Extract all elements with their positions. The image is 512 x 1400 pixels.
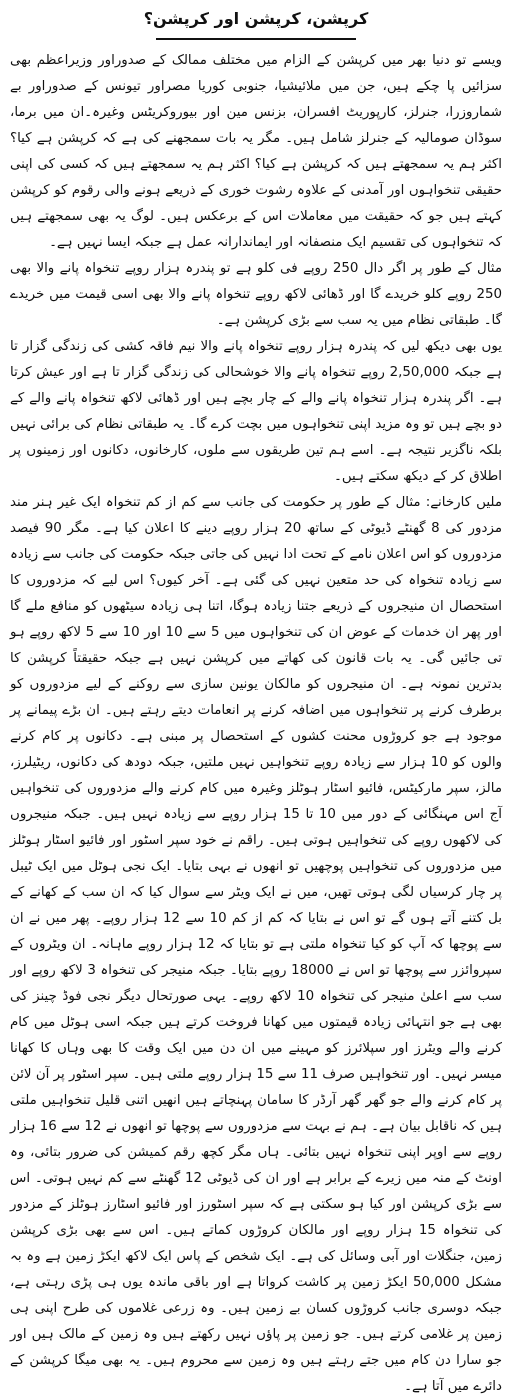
article-paragraph: ملیں کارخانے: مثال کے طور پر حکومت کی جانب سے کم از کم تنخواہ ایک غیر ہنر مند مزدور کی 8 گھنٹے ڈیوٹی کے ساتھ 20 ہزار روپے دینے کا اعلان کیا ہے۔ مگر 90 فیصد مزدوروں کو اس اعلان نامے کے تحت ادا نہیں کی جاتی جبکہ حکومت کی جانب سے زیادہ سے زیادہ تنخواہ کی حد متعین نہیں کی گئی ہے۔ آخر کیوں؟ اس لیے کہ مزدوروں کا استحصال ان منیجروں کے ذریعے جتنا زیادہ ہوگا، اتنا ہی زیادہ سیٹھوں کو منافع ملے گا اور پھر ان خدمات کے عوض ان کی تنخواہوں میں 5 سے 10 اور 10 سے 5 لاکھ روپے ہو تی جائیں گی۔ یہ بات قانون کی کھاتے میں کرپشن نہیں ہے جبکہ حقیقتاً کرپشن کا بدترین نمونہ ہے۔ ان منیجروں کو مالکان یونین سازی سے روکنے کے لیے مزدوروں کو برطرف کرنے پر تنخواہوں میں اضافہ کرنے پر انعامات دیتے رہتے ہیں۔ ان بڑے پیمانے پر موجود ہے جو کروڑوں محنت کشوں کے استحصال پر مبنی ہے۔ دکانوں پر کام کرنے والوں کو 10 ہزار سے زیادہ روپے تنخواہیں نہیں ملتیں، جبکہ دودھ کی دکانوں، ریٹیلرز، مالز، سپر مارکیٹس، فائیو اسٹار ہوٹلز وغیرہ میں کام کرنے والے مزدوروں کی تنخواہیں آج اس مہنگائی کے دور میں 10 تا 15 ہزار روپے سے زیادہ نہیں ہیں۔ جبکہ منیجروں کی لاکھوں روپے کی تنخواہیں ہوتی ہیں۔ راقم نے خود سپر اسٹور اور فائیو اسٹار ہوٹلز میں مزدوروں کی تنخواہیں پوچھیں تو انھوں نے بہی بتایا۔ ایک نجی ہوٹل میں ایک ٹیبل پر چار کرسیاں لگی ہوتی تھیں، میں نے ایک ویٹر سے سوال کیا کہ ان سب کے کھانے کے بل کتنے آتے ہوں گے تو اس نے بتایا کہ کم از کم 10 سے 12 ہزار روپے۔ پھر میں نے ان سے پوچھا کہ آپ کو کیا تنخواہ ملتی ہے تو بتایا کہ 12 ہزار روپے ماہانہ۔ ان ویٹروں کے سپروائزر سے پوچھا تو اس نے 18000 روپے بتایا۔ جبکہ منیجر کی تنخواہ 3 لاکھ روپے اور سب سے اعلیٰ منیجر کی تنخواہ 10 لاکھ روپے۔ یہی صورتحال دیگر نجی فوڈ چینز کی بھی ہے جو انتہائی زیادہ قیمتوں میں کھانا فروخت کرتے ہیں جبکہ اسی ہوٹل میں کام کرنے والے ویٹرز اور سپلائرز کو مہینے میں ان دن میں ایک وقت کا بھی وہاں کا کھانا میسر نہیں۔ اور تنخواہیں صرف 11 سے 15 ہزار روپے ملتی ہیں۔ سپر اسٹور پر آن لائن پر کام کرنے والے جو گھر گھر آرڈر کا سامان پہنچاتے ہیں انھیں اتنی قلیل تنخواہیں ملتی ہیں کہ ناقابل بیان ہے۔ ہم نے بہت سے مزدوروں سے پوچھا تو انھوں نے 12 سے 16 ہزار روپے سے اوپر اپنی تنخواہ نہیں بتائی۔ ہاں مگر کچھ رقم کمیشن کی ضرور بتائی، وہ اونٹ کے منہ میں زیرے کے برابر ہے اور ان کی ڈیوٹی 12 گھنٹے سے کم نہیں ہوتی۔ اس سے بڑی کرپشن اور کیا ہو سکتی ہے کہ سپر اسٹورز اور فائیو اسٹارز ہوٹلز کے مزدور کی تنخواہ 15 ہزار روپے اور مالکان کروڑوں کماتے ہیں۔ اس سے بھی بڑی کرپشن زمین، جنگلات اور آبی وسائل کی ہے۔ ایک شخص کے پاس ایک لاکھ ایکڑ زمین ہے وہ بہ مشکل 50,000 ایکڑ زمین پر کاشت کرواتا ہے اور باقی ماندہ یوں ہی پڑی رہتی ہے، جبکہ دوسری جانب کروڑوں کسان بے زمین ہیں۔ وہ زرعی غلاموں کی طرح اپنی ہی زمین پر غلامی کرتے ہیں۔ جو زمین پر پاؤں نہیں رکھتے ہیں وہ زمین کے مالک ہیں اور جو سارا دن کام میں جتے رہتے ہیں وہ زمین سے محروم ہیں۔ یہ بھی میگا کرپشن کے دائرے میں آتا ہے۔ — [10, 495, 503, 1394]
article-paragraph: یوں بھی دیکھ لیں کہ پندرہ ہزار روپے تنخواہ پانے والا نیم فاقہ کشی کی زندگی گزار تا ہے جبکہ 2,50,000 روپے تنخواہ پانے والا خوشحالی کی زندگی گزار تا ہے اور عیش کرتا ہے۔ اگر پندرہ ہزار تنخواہ پانے والے کے چار بچے ہیں اور ڈھائی لاکھ تنخواہ پانے والے کے دو بچے ہیں تو وہ مزید اپنی تنخواہوں میں بچت کرے گا۔ یہ طبقاتی نظام کی برائی نہیں بلکہ ناگزیر نتیجہ ہے۔ اسے ہم تین طریقوں سے ملوں، کارخانوں، دکانوں اور زمینوں پر اطلاق کر کے دیکھ سکتے ہیں۔ — [10, 339, 503, 484]
article-paragraph: مثال کے طور پر اگر دال 250 روپے فی کلو ہے تو پندرہ ہزار روپے تنخواہ پانے والا بھی 250 روپے کلو خریدے گا اور ڈھائی لاکھ روپے تنخواہ پانے والا بھی اسی قیمت میں خریدے گا۔ طبقاتی نظام میں یہ سب سے بڑی کرپشن ہے۔ — [10, 261, 503, 328]
article-paragraph: ویسے تو دنیا بھر میں کرپشن کے الزام میں مختلف ممالک کے صدوراور وزیراعظم بھی سزائیں پا چکے ہیں، جن میں ملائیشیا، جنوبی کوریا مصراور تیونس کے صدوراور بے شماروزرا، جنرلز، کارپوریٹ افسران، بزنس مین اور بیوروکریٹس وغیرہ۔ان میں برما، سوڈان صومالیہ کے جنرلز شامل ہیں۔ مگر یہ بات سمجھنے کی ہے کہ کرپشن ہے کیا؟ اکثر ہم یہ سمجھتے ہیں کہ کرپشن ہے کیا؟ اکثر ہم یہ سمجھتے ہیں کہ کسی کی اپنی حقیقی تنخواہوں اور آمدنی کے علاوہ رشوت خوری کے ذریعے ہونے والی رقوم کو کرپشن کہتے ہیں جو کہ حقیقت میں معاملات اس کے برعکس ہیں۔ لوگ یہ بھی سمجھتے ہیں کہ تنخواہوں کی تقسیم ایک منصفانہ اور ایماندارانہ عمل ہے جبکہ ایسا نہیں ہے۔ — [10, 53, 502, 250]
article-title: کرپشن، کرپشن اور کرپشن؟ — [143, 9, 369, 28]
article-body — [10, 48, 502, 1400]
title-underline — [156, 38, 356, 40]
